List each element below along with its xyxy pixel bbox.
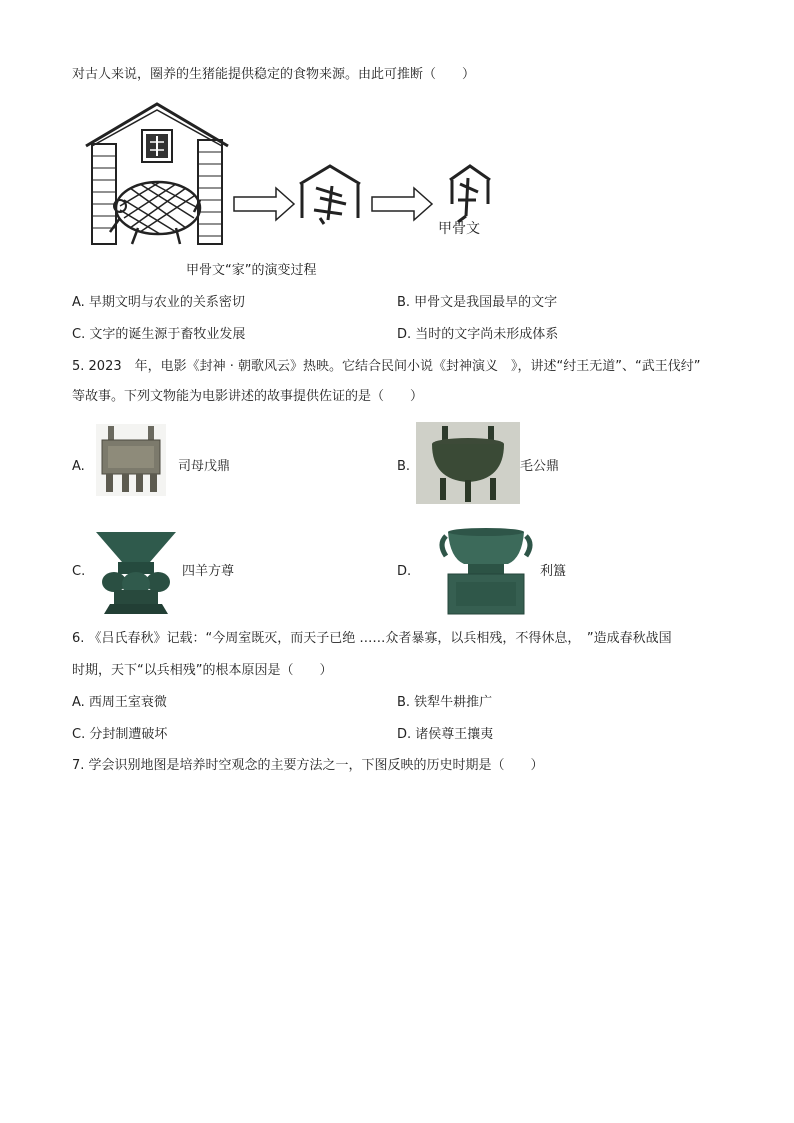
siyang-fangzun-image [92, 528, 180, 616]
q5-option-d-letter[interactable]: D. [397, 564, 412, 579]
q4-option-a[interactable]: A. 早期文明与农业的关系密切 [72, 295, 245, 310]
figure-caption: 甲骨文“家”的演变过程 [186, 263, 317, 278]
q4-option-b[interactable]: B. 甲骨文是我国最早的文字 [397, 295, 558, 310]
q6-stem-line2: 时期，天下“以兵相残”的根本原因是（ ） [72, 663, 333, 678]
oracle-script-label: 甲骨文 [438, 221, 480, 237]
q7-stem: 7. 学会识别地图是培养时空观念的主要方法之一，下图反映的历史时期是（ ） [72, 758, 544, 773]
house-pig-drawing [86, 104, 228, 244]
q5-stem-line1: 5. 2023 年，电影《封神 · 朝歌风云》热映。它结合民间小说《封神演义 》，讲述“纣王无道”、“武王伐纣” [72, 359, 701, 374]
simuwu-ding-image [96, 424, 166, 496]
q4-stem: 对古人来说，圈养的生猪能提供稳定的食物来源。由此可推断（ ） [72, 67, 476, 82]
q6-option-b[interactable]: B. 铁犁牛耕推广 [397, 695, 493, 710]
q5-stem-line2: 等故事。下列文物能为电影讲述的故事提供佐证的是（ ） [72, 389, 424, 404]
q5-option-c-name: 四羊方尊 [182, 564, 235, 579]
q6-option-a[interactable]: A. 西周王室衰微 [72, 695, 167, 710]
q5-option-b-letter[interactable]: B. [397, 459, 411, 474]
q5-option-a-letter[interactable]: A. [72, 459, 85, 474]
q6-option-d[interactable]: D. 诸侯尊王攘夷 [397, 727, 494, 742]
pictograph-jia-oracle [450, 166, 490, 222]
q4-option-c[interactable]: C. 文字的诞生源于畜牧业发展 [72, 327, 246, 342]
q4-option-d[interactable]: D. 当时的文字尚未形成体系 [397, 327, 559, 342]
arrow-right-icon [234, 188, 294, 220]
pictograph-jia-early [300, 166, 360, 224]
q5-option-b-name: 毛公鼎 [520, 459, 560, 474]
arrow-right-icon [372, 188, 432, 220]
li-gui-image [438, 524, 534, 616]
q5-option-c-letter[interactable]: C. [72, 564, 86, 579]
q6-stem-line1: 6. 《吕氏春秋》记载：“今周室既灭，而天子已绝 ……众者暴寡，以兵相残，不得休息， ”造成春秋战国 [72, 631, 672, 646]
q5-option-a-name: 司母戊鼎 [178, 459, 231, 474]
maogong-ding-image [416, 422, 520, 504]
q6-option-c[interactable]: C. 分封制遭破坏 [72, 727, 168, 742]
q5-option-d-name: 利簋 [540, 564, 567, 579]
